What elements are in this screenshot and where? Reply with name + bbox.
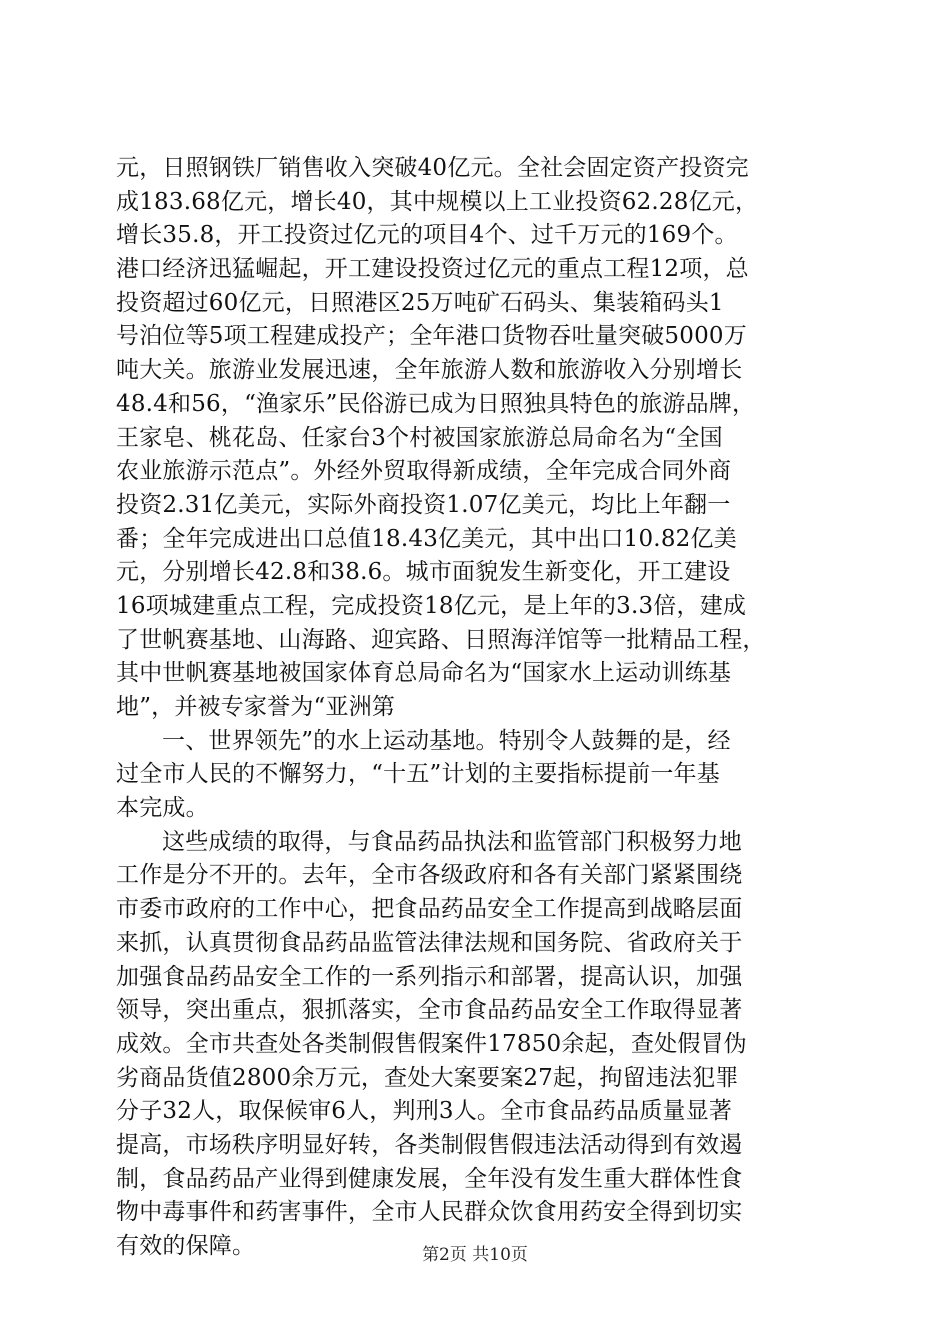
text-line: 一、世界领先”的水上运动基地。特别令人鼓舞的是，经	[162, 727, 731, 754]
text-line: 元，分别增长42.8和38.6。城市面貌发生新变化，开工建设	[116, 559, 731, 586]
text-line: 来抓，认真贯彻食品药品监管法律法规和国务院、省政府关于	[116, 929, 743, 956]
text-line: 过全市人民的不懈努力，“十五”计划的主要指标提前一年基	[116, 761, 720, 788]
text-line: 劣商品货值2800余万元，查处大案要案27起，拘留违法犯罪	[116, 1064, 739, 1091]
text-line: 领导，突出重点，狠抓落实，全市食品药品安全工作取得显著	[116, 997, 743, 1024]
page-footer: 第2页 共10页	[422, 1245, 528, 1265]
document-body	[116, 152, 846, 1264]
text-line: 本完成。	[116, 795, 209, 822]
text-line: 号泊位等5项工程建成投产；全年港口货物吞吐量突破5000万	[116, 323, 747, 350]
text-line: 元，日照钢铁厂销售收入突破40亿元。全社会固定资产投资完	[116, 155, 749, 181]
text-line: 了世帆赛基地、山海路、迎宾路、日照海洋馆等一批精品工程，	[116, 626, 766, 653]
text-line: 成效。全市共查处各类制假售假案件17850余起，查处假冒伪	[116, 1030, 747, 1057]
text-line: 其中世帆赛基地被国家体育总局命名为“国家水上运动训练基	[116, 660, 732, 687]
text-line: 成183.68亿元，增长40，其中规模以上工业投资62.28亿元，	[116, 188, 759, 215]
text-line: 番；全年完成进出口总值18.43亿美元，其中出口10.82亿美	[116, 525, 737, 552]
text-line: 工作是分不开的。去年，全市各级政府和各有关部门紧紧围绕	[116, 862, 743, 889]
text-line: 王家皂、桃花岛、任家台3个村被国家旅游总局命名为“全国	[116, 424, 723, 451]
text-line: 农业旅游示范点”。外经外贸取得新成绩，全年完成合同外商	[116, 458, 732, 485]
text-line: 48.4和56，“渔家乐”民俗游已成为日照独具特色的旅游品牌，	[116, 390, 756, 417]
text-line: 加强食品药品安全工作的一系列指示和部署，提高认识，加强	[116, 963, 743, 990]
text-line: 物中毒事件和药害事件，全市人民群众饮食用药安全得到切实	[116, 1199, 743, 1226]
text-line: 制，食品药品产业得到健康发展，全年没有发生重大群体性食	[116, 1165, 743, 1192]
text-line: 16项城建重点工程，完成投资18亿元，是上年的3.3倍，建成	[116, 592, 747, 619]
text-line: 有效的保障。	[116, 1233, 256, 1259]
text-line: 分子32人，取保候审6人，判刑3人。全市食品药品质量显著	[116, 1098, 733, 1125]
text-line: 这些成绩的取得，与食品药品执法和监管部门积极努力地	[162, 828, 742, 855]
text-line: 增长35.8，开工投资过亿元的项目4个、过千万元的169个。	[116, 222, 738, 249]
text-line: 投资超过60亿元，日照港区25万吨矿石码头、集装箱码头1	[116, 289, 724, 316]
text-line: 提高，市场秩序明显好转，各类制假售假违法活动得到有效遏	[116, 1131, 743, 1158]
text-line: 吨大关。旅游业发展迅速，全年旅游人数和旅游收入分别增长	[116, 357, 743, 384]
text-line: 地”，并被专家誉为“亚洲第	[116, 694, 396, 720]
text-line: 市委市政府的工作中心，把食品药品安全工作提高到战略层面	[116, 896, 743, 923]
text-line: 投资2.31亿美元，实际外商投资1.07亿美元，均比上年翻一	[116, 491, 731, 518]
text-line: 港口经济迅猛崛起，开工建设投资过亿元的重点工程12项，总	[116, 256, 749, 283]
